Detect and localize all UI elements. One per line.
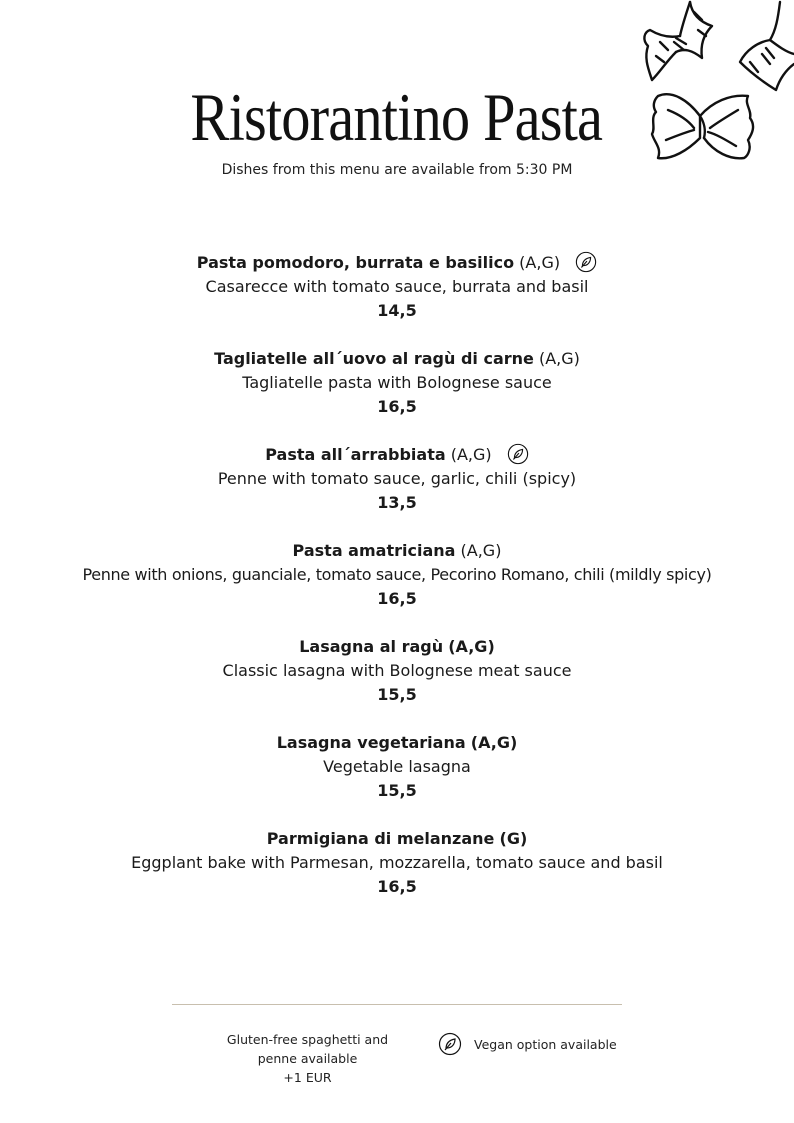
vegan-leaf-icon [438, 1032, 462, 1056]
dish-description: Eggplant bake with Parmesan, mozzarella, tomato sauce and basil [131, 853, 663, 872]
menu-item [0, 347, 794, 443]
allergen-codes: (G) [499, 829, 528, 848]
dish-description: Tagliatelle pasta with Bolognese sauce [242, 373, 552, 392]
menu-item [0, 731, 794, 827]
menu-item [0, 251, 794, 347]
dish-name: Lasagna vegetariana [276, 733, 466, 752]
dish-description: Penne with onions, guanciale, tomato sauce, Pecorino Romano, chili (mildly spicy) [82, 565, 712, 584]
gluten-free-line: penne available [257, 1051, 358, 1066]
restaurant-title: Ristorantino Pasta [190, 79, 603, 155]
dish-price: 14,5 [377, 301, 417, 320]
farfalle-illustration-top-right [736, 0, 794, 98]
menu-item [0, 443, 794, 539]
dish-price: 15,5 [377, 685, 417, 704]
allergen-codes: (A,G) [460, 541, 502, 560]
dish-name: Lasagna al ragù [299, 637, 444, 656]
farfalle-illustration-top-left [640, 0, 720, 84]
dish-price: 13,5 [377, 493, 417, 512]
dish-description: Casarecce with tomato sauce, burrata and basil [205, 277, 589, 296]
allergen-codes: (A,G) [450, 445, 492, 464]
menu-item [0, 635, 794, 731]
dish-name: Pasta all´arrabbiata [265, 445, 446, 464]
vegan-leaf-icon [575, 251, 597, 273]
dish-description: Vegetable lasagna [323, 757, 471, 776]
dish-price: 16,5 [377, 877, 417, 896]
gluten-free-line: Gluten-free spaghetti and [226, 1032, 389, 1047]
availability-note: Dishes from this menu are available from 5:30 PM [221, 162, 573, 178]
dish-price: 16,5 [377, 397, 417, 416]
gluten-free-surcharge: +1 EUR [283, 1070, 332, 1085]
footer-divider [172, 1004, 622, 1005]
vegan-legend [438, 1032, 617, 1056]
allergen-codes: (A,G) [448, 637, 495, 656]
vegan-leaf-icon [507, 443, 529, 465]
menu-item [0, 539, 794, 635]
menu-list [0, 251, 794, 923]
dish-description: Classic lasagna with Bolognese meat sauce [222, 661, 572, 680]
dish-name: Parmigiana di melanzane [266, 829, 495, 848]
dish-price: 15,5 [377, 781, 417, 800]
dish-name: Tagliatelle all´uovo al ragù di carne [214, 349, 534, 368]
allergen-codes: (A,G) [538, 349, 580, 368]
dish-description: Penne with tomato sauce, garlic, chili (spicy) [217, 469, 577, 488]
vegan-legend-label: Vegan option available [474, 1036, 617, 1052]
menu-item [0, 827, 794, 923]
dish-name: Pasta amatriciana [292, 541, 456, 560]
dish-price: 16,5 [377, 589, 417, 608]
allergen-codes: (A,G) [470, 733, 518, 752]
dish-name: Pasta pomodoro, burrata e basilico [196, 253, 515, 272]
gluten-free-note [220, 1030, 395, 1087]
allergen-codes: (A,G) [519, 253, 561, 272]
